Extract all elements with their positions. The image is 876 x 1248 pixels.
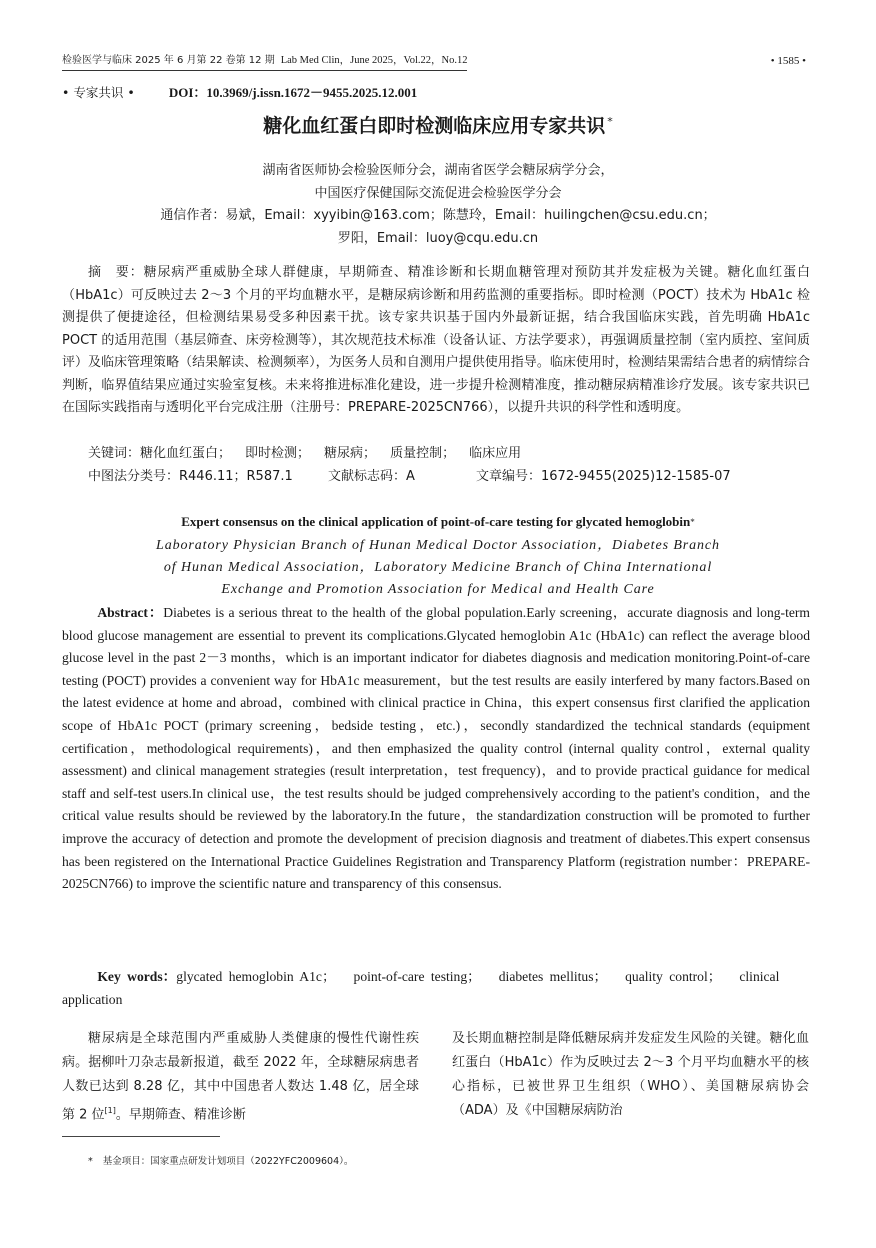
english-org-line-1: Laboratory Physician Branch of Hunan Medical Doctor Association，Diabetes Branch	[156, 538, 720, 553]
page-number: • 1585 •	[770, 55, 806, 67]
keyword-en: clinical application	[62, 969, 780, 1007]
abstract-en	[62, 602, 810, 896]
english-org-line-3: Exchange and Promotion Association for Medical and Health Care	[221, 582, 655, 597]
corresponding-author-line-1: 通信作者：易斌，Email：xyyibin@163.com；陈慧玲，Email：huilingchen@csu.edu.cn；	[160, 208, 716, 223]
abstract-en-text: Diabetes is a serious threat to the health of the global population.Early screening，accurate diagnosis and long-term blood glucose management are essential to prevent its complications.Glycated hemoglobin A1c (HbA1c) can reflect the average blood glucose level in the past 2－3 months，which is an important indicator for diabetes diagnosis and medication monitoring.Point-of-care testing (POCT) provides a convenient way for HbA1c measurement，but the test results are easily interfered by many factors.Based on the latest evidence at home and abroad，combined with clinical practice in China，this expert consensus first clarified the application scope of HbA1c POCT (primary screening，bedside testing，etc.)，secondly standardized the technical standards (equipment certification，methodological requirements)，and then emphasized the quality control (internal quality control，external quality assessment) and clinical management strategies (result interpretation，test frequency)，and to provide practical guidance for medical staff and self-test users.In clinical use，the test results should be judged comprehensively according to the patient's condition，and the critical value results should be reviewed by the laboratory.In the future，the standardization construction will be promoted to further improve the accuracy of detection and promote the development of precision diagnosis and treatment of diabetes.This expert consensus has been registered on the International Practice Guidelines Registration and Transparency Platform (registration number：PREPARE-2025CN766) to improve the scientific nature and transparency of this consensus.	[62, 605, 810, 892]
running-header	[62, 53, 814, 69]
english-org-line-2: of Hunan Medical Association，Laboratory Medicine Branch of China International	[163, 560, 713, 575]
keyword-cn: 临床应用	[469, 446, 522, 461]
citation-ref[interactable]: [1]	[104, 1106, 116, 1115]
keyword-en: glycated hemoglobin A1c；	[176, 969, 336, 984]
keyword-cn: 糖化血红蛋白；	[140, 446, 232, 461]
english-organizations	[0, 535, 876, 601]
column-label: • 专家共识 •	[62, 85, 135, 100]
clc-number: 中图法分类号：R446.11；R587.1	[88, 469, 293, 484]
journal-name-cn: 检验医学与临床 2025 年 6 月第 22 卷第 12 期	[62, 55, 275, 66]
article-title	[0, 112, 876, 140]
journal-citation	[62, 53, 467, 71]
column-doi-line	[62, 84, 417, 103]
body-column-right	[452, 1027, 809, 1123]
keyword-cn: 即时检测；	[245, 446, 311, 461]
body-left-text: 糖尿病是全球范围内严重威胁人类健康的慢性代谢性疾病。据柳叶刀杂志最新报道，截至 2022 年，全球糖尿病患者人数已达到 8.28 亿，其中中国患者人数达 1.48 亿，居全球第 2 位	[62, 1031, 419, 1123]
abstract-en-label: Abstract：	[97, 605, 164, 620]
article-number: 文章编号：1672-9455(2025)12-1585-07	[476, 469, 731, 484]
keyword-en: quality control；	[625, 969, 722, 984]
keywords-en-label: Key words：	[97, 969, 177, 984]
author-org-line-2: 中国医疗保健国际交流促进会检验医学分会	[314, 185, 562, 201]
keyword-en: diabetes mellitus；	[498, 969, 608, 984]
author-block	[0, 160, 876, 250]
english-title-mark: *	[690, 517, 695, 527]
classification-line	[62, 466, 810, 489]
footnote-divider	[62, 1136, 220, 1137]
body-right-text: 及长期血糖控制是降低糖尿病并发症发生风险的关键。糖化血红蛋白（HbA1c）作为反映过去 2～3 个月平均血糖水平的核心指标，已被世界卫生组织（WHO）、美国糖尿病协会（ADA）及《中国糖尿病防治	[452, 1031, 809, 1118]
doi: DOI：10.3969/j.issn.1672－9455.2025.12.001	[168, 85, 418, 100]
author-org-line-1: 湖南省医师协会检验医师分会，湖南省医学会糖尿病学分会，	[262, 163, 614, 178]
footnote-text: 基金项目：国家重点研发计划项目（2022YFC2009604）。	[102, 1156, 354, 1167]
abstract-cn-label: 摘 要：	[88, 265, 144, 280]
keyword-cn: 质量控制；	[390, 446, 456, 461]
footnote	[88, 1155, 353, 1169]
keywords-cn	[62, 443, 810, 466]
corresponding-author-line-2: 罗阳，Email：luoy@cqu.edu.cn	[337, 230, 539, 246]
keyword-en: point-of-care testing；	[353, 969, 481, 984]
document-code: 文献标志码：A	[328, 469, 415, 484]
abstract-cn-text: 糖尿病严重威胁全球人群健康，早期筛查、精准诊断和长期血糖管理对预防其并发症极为关键。糖化血红蛋白（HbA1c）可反映过去 2～3 个月的平均血糖水平，是糖尿病诊断和用药监测的重要指标。即时检测（POCT）技术为 HbA1c 检测提供了便捷途径，但检测结果易受多种因素干扰。该专家共识基于国内外最新证据，结合我国临床实践，首先明确 HbA1c POCT 的适用范围（基层筛查、床旁检测等），其次规范技术标准（设备认证、方法学要求），再强调质量控制（室内质控、室间质评）及临床管理策略（结果解读、检测频率），为医务人员和自测用户提供使用指导。临床使用时，检测结果需结合患者的病情综合判断，临界值结果应通过实验室复核。未来将推进标准化建设，进一步提升检测精准度，推动糖尿病精准诊疗发展。该专家共识已在国际实践指南与透明化平台完成注册（注册号：PREPARE-2025CN766），以提升共识的科学性和透明度。	[62, 265, 810, 415]
english-title-text: Expert consensus on the clinical application of point-of-care testing for glycated hemoglobin	[181, 514, 691, 529]
title-text: 糖化血红蛋白即时检测临床应用专家共识	[263, 115, 606, 137]
title-footnote-mark: *	[607, 115, 613, 128]
body-left-tail: 。早期筛查、精准诊断	[115, 1107, 246, 1123]
english-title	[0, 512, 876, 532]
journal-name-en: Lab Med Clin，June 2025，Vol.22，No.12	[280, 55, 468, 66]
keywords-cn-label: 关键词：	[88, 446, 141, 461]
keyword-cn: 糖尿病；	[324, 446, 377, 461]
keywords-en	[62, 966, 810, 1011]
abstract-cn	[62, 262, 810, 420]
body-column-left	[62, 1027, 419, 1127]
footnote-mark: *	[88, 1156, 93, 1167]
